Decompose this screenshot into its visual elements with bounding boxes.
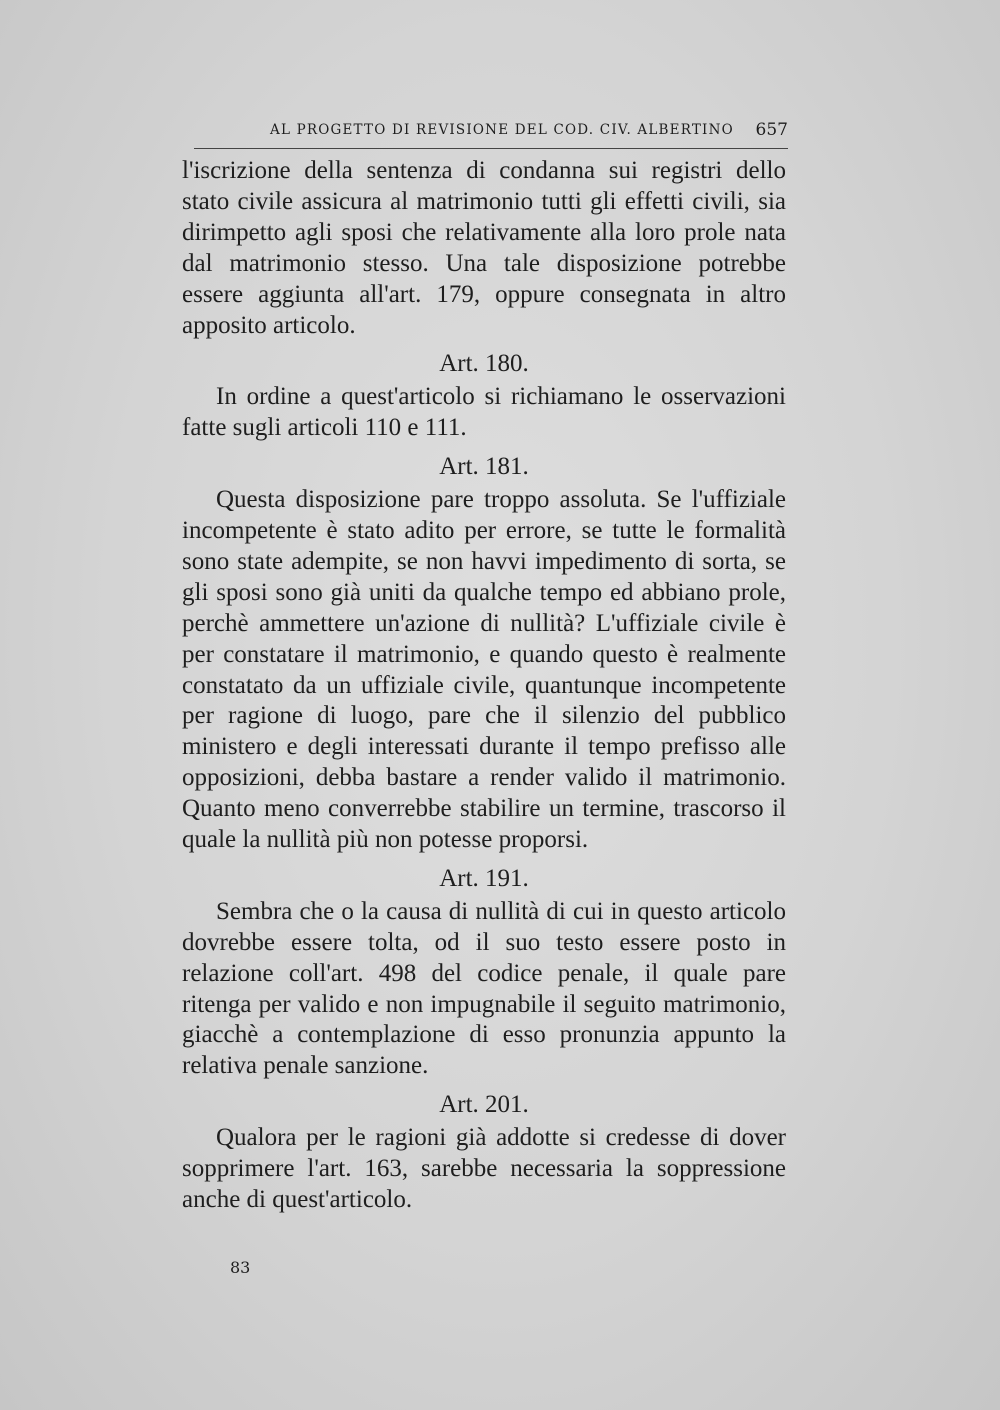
paragraph-art-181: Questa disposizione pare troppo assoluta. Se l'uffiziale incompetente è stato adito per errore, se tutte le formalità sono state adempite, se non havvi impedimento di sorta, se gli sposi sono già uniti da qualche tempo ed abbiano prole, perchè ammettere un'azione di nullità? L'uffiziale civile è per constatare il matrimonio, e quando questo è realmente constatato da un uffiziale civile, quantunque incompetente per ragione di luogo, pare che il silenzio del pubblico ministero e degli interessati durante il tempo prefisso alle opposizioni, debba bastare a render valido il matrimonio. Quanto meno converrebbe stabilire un termine, trascorso il quale la nullità più non potesse proporsi. (182, 486, 786, 854)
article-heading-191: Art. 191. (439, 864, 529, 892)
paragraph-art-191: Sembra che o la causa di nullità di cui in questo articolo dovrebbe essere tolta, od il suo testo essere posto in relazione coll'art. 498 del codice penale, il quale pare ritenga per valido e non impugnabile il seguito matrimonio, giacchè a contemplazione di esso pronunzia appunto la relativa penale sanzione. (182, 897, 786, 1080)
body-text (182, 156, 786, 1216)
article-heading-201: Art. 201. (439, 1091, 529, 1119)
paragraph-art-180: In ordine a quest'articolo si richiamano le osservazioni fatte sugli articoli 110 e 111. (182, 383, 786, 442)
article-heading-181: Art. 181. (439, 453, 529, 481)
article-heading-180: Art. 180. (439, 350, 529, 378)
signature-mark: 83 (230, 1258, 251, 1277)
running-head (194, 118, 788, 149)
running-title: AL PROGETTO DI REVISIONE DEL COD. CIV. ALBERTINO (270, 122, 734, 138)
page-number: 657 (755, 120, 788, 140)
paragraph-art-201: Qualora per le ragioni già addotte si credesse di dover sopprimere l'art. 163, sarebbe necessaria la soppressione anche di quest'articolo. (182, 1124, 786, 1213)
paragraph-continuation: l'iscrizione della sentenza di condanna sui registri dello stato civile assicura al matrimonio tutti gli effetti civili, sia dirimpetto agli sposi che relativamente alla loro prole nata dal matrimonio stesso. Una tale disposizione potrebbe essere aggiunta all'art. 179, oppure consegnata in altro apposito articolo. (182, 157, 786, 339)
